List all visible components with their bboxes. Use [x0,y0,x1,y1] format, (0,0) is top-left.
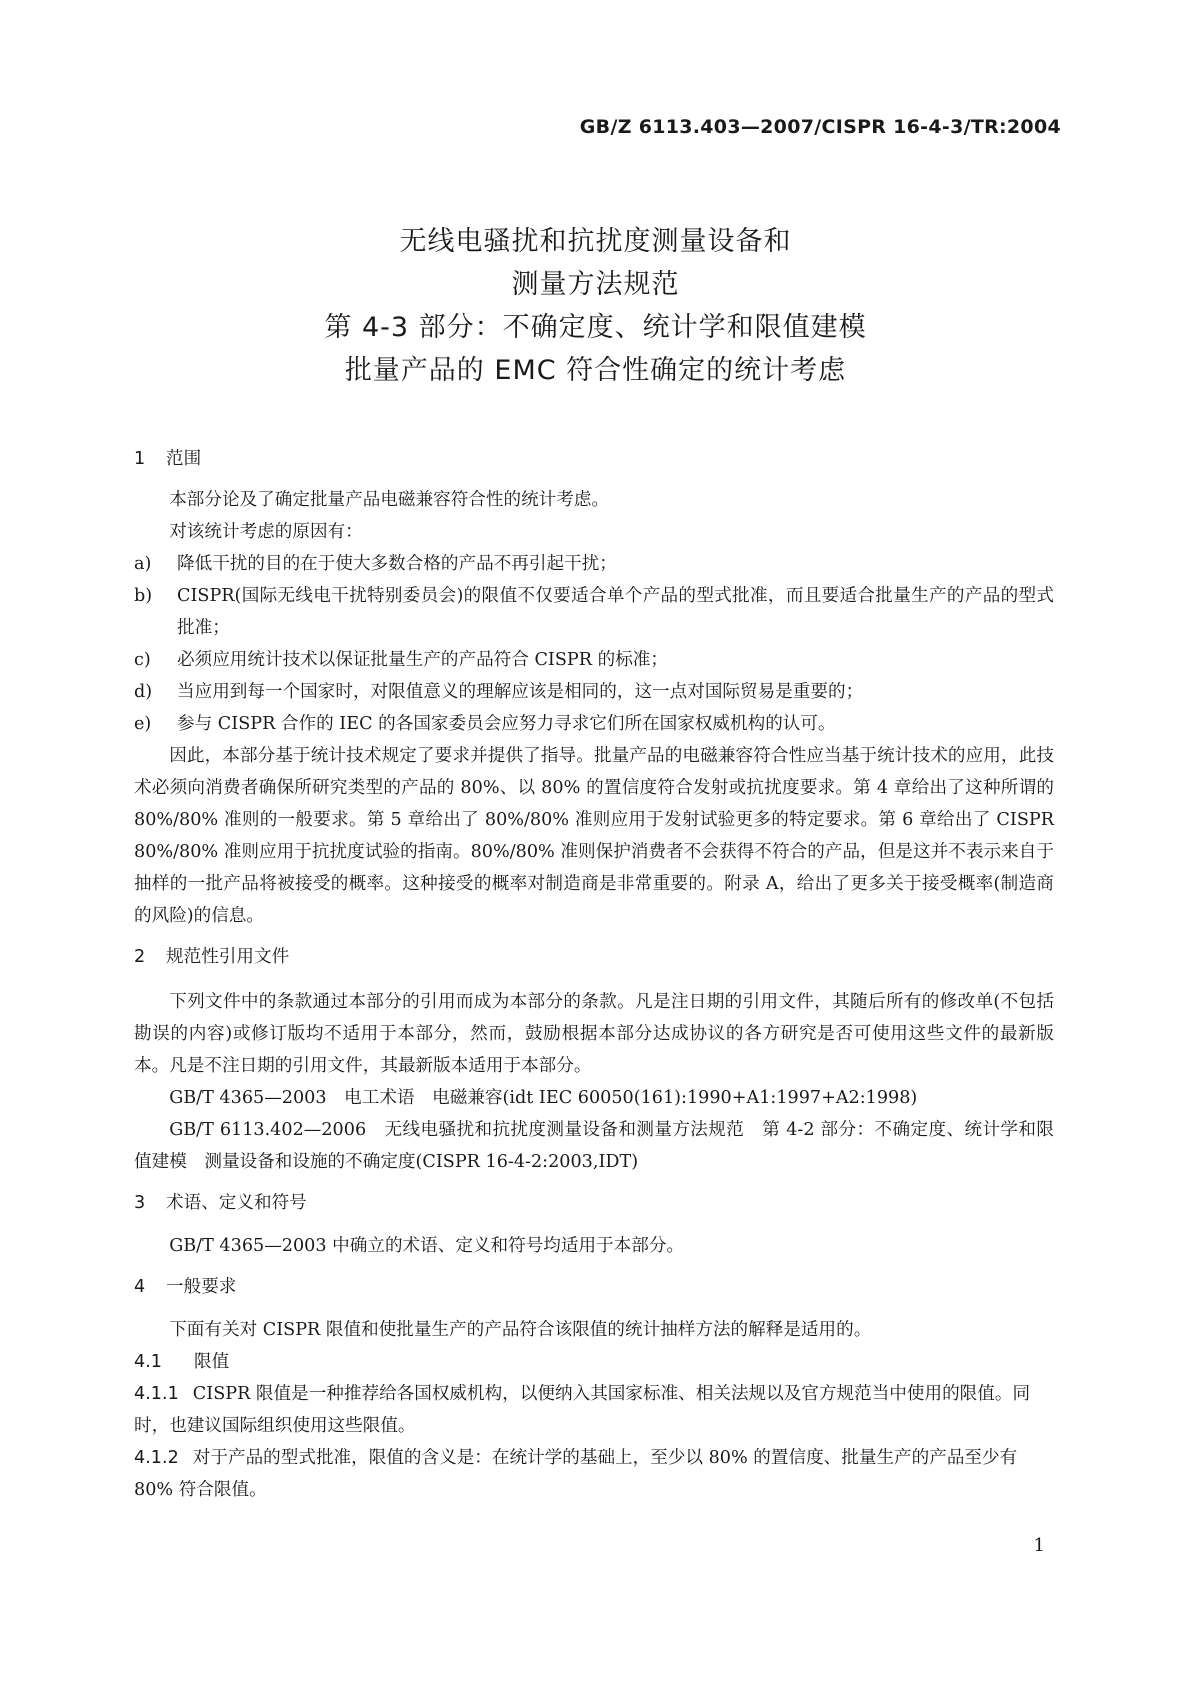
title-line-3: 第 4-3 部分：不确定度、统计学和限值建模 [324,312,867,343]
list-item [134,548,1054,580]
paragraph: 下列文件中的条款通过本部分的引用而成为本部分的条款。凡是注日期的引用文件，其随后所有的修改单(不包括勘误的内容)或修订版均不适用于本部分，然而，鼓励根据本部分达成协议的各方研究是否可使用这些文件的最新版本。凡是不注日期的引用文件，其最新版本适用于本部分。 [134,992,1054,1076]
document-title [0,220,1191,392]
clause-text: 对于产品的型式批准，限值的含义是：在统计学的基础上，至少以 80% 的置信度、批量生产的产品至少有 80% 符合限值。 [134,1448,1018,1500]
list-item [134,644,1054,676]
clause-text: CISPR 限值是一种推荐给各国权威机构，以便纳入其国家标准、相关法规以及官方规范当中使用的限值。同时，也建议国际组织使用这些限值。 [134,1384,1031,1436]
section-2-heading [134,942,1054,972]
paragraph: 本部分论及了确定批量产品电磁兼容符合性的统计考虑。 [169,490,610,510]
clause-number: 4.1.1 [134,1384,179,1404]
list-text: 参与 CISPR 合作的 IEC 的各国家委员会应努力寻求它们所在国家权威机构的认可。 [177,714,836,734]
document-body [134,444,1054,1506]
section-3-heading [134,1188,1054,1218]
section-number: 1 [134,449,146,469]
list-label: a) [134,554,152,574]
section-title: 规范性引用文件 [166,947,290,967]
paragraph: 对该统计考虑的原因有： [169,522,363,542]
list-item [134,676,1054,708]
title-line-4: 批量产品的 EMC 符合性确定的统计考虑 [344,355,847,386]
section-title: 术语、定义和符号 [166,1193,307,1213]
section-title: 一般要求 [166,1277,237,1297]
title-line-2: 测量方法规范 [511,269,680,300]
subsection-4-1-heading [134,1346,1054,1378]
list-item [134,580,1054,644]
section-4-heading [134,1272,1054,1302]
section-number: 2 [134,947,146,967]
clause-number: 4.1.2 [134,1448,179,1468]
list-label: e) [134,714,152,734]
list-text: CISPR(国际无线电干扰特别委员会)的限值不仅要适合单个产品的型式批准，而且要适合批量生产的产品的型式批准； [177,586,1054,638]
standard-code: GB/Z 6113.403—2007/CISPR 16-4-3/TR:2004 [579,116,1061,138]
clause-4-1-1 [134,1378,1054,1442]
section-number: 3 [134,1193,146,1213]
list-label: b) [134,586,153,606]
paragraph: GB/T 4365—2003 中确立的术语、定义和符号均适用于本部分。 [169,1236,685,1256]
page-number: 1 [1033,1535,1045,1556]
subsection-number: 4.1 [134,1352,162,1372]
list-text: 当应用到每一个国家时，对限值意义的理解应该是相同的，这一点对国际贸易是重要的； [177,682,864,702]
section-number: 4 [134,1277,146,1297]
title-line-1: 无线电骚扰和抗扰度测量设备和 [399,226,792,257]
section-1-heading [134,444,1054,474]
list-item [134,708,1054,740]
paragraph: 因此，本部分基于统计技术规定了要求并提供了指导。批量产品的电磁兼容符合性应当基于统计技术的应用，此技术必须向消费者确保所研究类型的产品的 80%、以 80% 的置信度符合发射或抗扰度要求。第 4 章给出了这种所谓的 80%/80% 准则的一般要求。第 5 章给出了 80%/80% 准则应用于发射试验更多的特定要求。第 6 章给出了 CISPR 80%/80% 准则应用于抗扰度试验的指南。80%/80% 准则保护消费者不会获得不符合的产品，但是这并不表示来自于抽样的一批产品将被接受的概率。这种接受的概率对制造商是非常重要的。附录 A，给出了更多关于接受概率(制造商的风险)的信息。 [134,746,1054,926]
section-title: 范围 [166,449,202,469]
list-text: 必须应用统计技术以保证批量生产的产品符合 CISPR 的标准； [177,650,668,670]
clause-4-1-2 [134,1442,1054,1506]
paragraph: 下面有关对 CISPR 限值和使批量生产的产品符合该限值的统计抽样方法的解释是适用的。 [169,1320,872,1340]
list-text: 降低干扰的目的在于使大多数合格的产品不再引起干扰； [177,554,617,574]
reference-item: GB/T 6113.402—2006 无线电骚扰和抗扰度测量设备和测量方法规范 第 4-2 部分：不确定度、统计学和限值建模 测量设备和设施的不确定度(CISPR 16-4-2:2003,IDT) [134,1120,1054,1172]
reference-item: GB/T 4365—2003 电工术语 电磁兼容(idt IEC 60050(161):1990+A1:1997+A2:1998) [169,1088,918,1108]
list-label: c) [134,650,151,670]
subsection-title: 限值 [194,1352,230,1372]
list-label: d) [134,682,153,702]
